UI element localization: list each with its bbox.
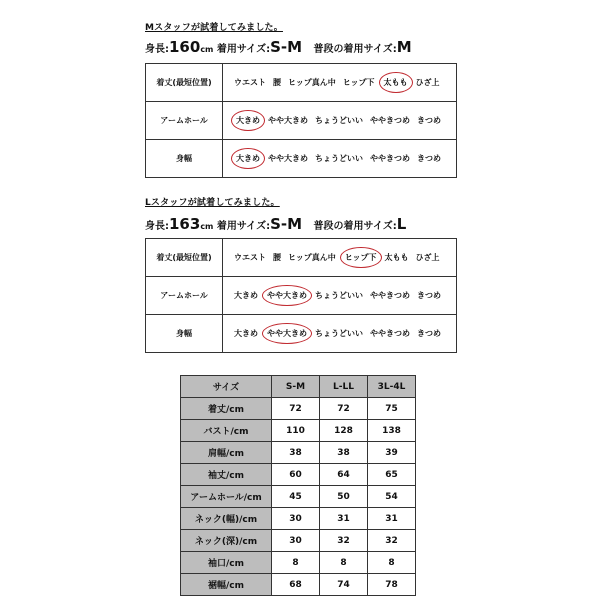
size-cell: 72 (272, 398, 320, 420)
size-cell: 60 (272, 464, 320, 486)
size-cell: 74 (320, 574, 368, 596)
size-row (181, 420, 416, 442)
size-row-label: ネック(幅)/cm (181, 508, 272, 530)
size-table (180, 375, 416, 596)
fit-row (146, 140, 457, 178)
worn-size-value: S-M (270, 38, 303, 56)
fit-options (223, 315, 457, 353)
fit-option: ややきつめ (370, 291, 410, 300)
height-label: 身長: (145, 44, 169, 55)
l-staff-title: Lスタッフが試着してみました。 (145, 198, 280, 208)
fit-row-label: アームホール (146, 102, 223, 140)
fit-option-selected: やや大きめ (262, 323, 312, 344)
size-cell: 30 (272, 530, 320, 552)
fit-option: ややきつめ (370, 329, 410, 338)
fit-option: 大きめ (234, 329, 258, 338)
size-cell: 72 (320, 398, 368, 420)
fit-option: ヒップ真ん中 (288, 253, 336, 262)
height-value: 163 (169, 215, 201, 233)
size-header-row (181, 376, 416, 398)
size-header-cell: サイズ (181, 376, 272, 398)
fit-options (223, 277, 457, 315)
size-cell: 64 (320, 464, 368, 486)
fit-options (223, 64, 457, 102)
size-cell: 38 (272, 442, 320, 464)
fit-option: ちょうどいい (315, 329, 363, 338)
fit-option: きつめ (417, 116, 441, 125)
m-staff-title: Mスタッフが試着してみました。 (145, 23, 283, 33)
fit-options (223, 140, 457, 178)
height-unit: cm (200, 45, 214, 54)
size-cell: 30 (272, 508, 320, 530)
fit-row-label: 着丈(最短位置) (146, 64, 223, 102)
size-cell: 128 (320, 420, 368, 442)
fit-option: ちょうどいい (315, 116, 363, 125)
size-row-label: 裾幅/cm (181, 574, 272, 596)
fit-row-label: 身幅 (146, 315, 223, 353)
fit-option: 大きめ (234, 291, 258, 300)
fit-option-selected: ヒップ下 (340, 247, 382, 268)
fit-option: 腰 (273, 78, 281, 87)
fit-option: 腰 (273, 253, 281, 262)
size-cell: 8 (320, 552, 368, 574)
size-header-cell: S-M (272, 376, 320, 398)
height-value: 160 (169, 38, 201, 56)
fit-option: ヒップ下 (342, 78, 375, 87)
fit-option: きつめ (417, 291, 441, 300)
size-cell: 65 (368, 464, 416, 486)
fit-row-label: アームホール (146, 277, 223, 315)
size-cell: 68 (272, 574, 320, 596)
size-cell: 75 (368, 398, 416, 420)
l-fit-table (145, 238, 457, 353)
size-cell: 8 (368, 552, 416, 574)
fit-row (146, 64, 457, 102)
size-cell: 110 (272, 420, 320, 442)
worn-size-label: 着用サイズ: (216, 221, 271, 232)
fit-option: ちょうどいい (315, 154, 363, 163)
size-cell: 54 (368, 486, 416, 508)
fit-option: やや大きめ (268, 116, 308, 125)
size-row (181, 442, 416, 464)
fit-option-selected: 大きめ (231, 148, 265, 169)
fit-option: ウエスト (234, 78, 266, 87)
height-label: 身長: (145, 221, 169, 232)
size-header-cell: L-LL (320, 376, 368, 398)
size-cell: 8 (272, 552, 320, 574)
fit-row (146, 239, 457, 277)
size-row-label: アームホール/cm (181, 486, 272, 508)
size-cell: 138 (368, 420, 416, 442)
size-row (181, 552, 416, 574)
fit-option-selected: やや大きめ (262, 285, 312, 306)
size-row (181, 574, 416, 596)
fit-row (146, 102, 457, 140)
fit-option-selected: 太もも (379, 72, 413, 93)
fit-row (146, 277, 457, 315)
fit-option: ちょうどいい (315, 291, 363, 300)
m-staff-meta (145, 38, 412, 56)
size-cell: 78 (368, 574, 416, 596)
size-row (181, 530, 416, 552)
fit-option-selected: 大きめ (231, 110, 265, 131)
size-row (181, 464, 416, 486)
size-row-label: 袖口/cm (181, 552, 272, 574)
size-cell: 32 (368, 530, 416, 552)
fit-options (223, 239, 457, 277)
size-row-label: 着丈/cm (181, 398, 272, 420)
fit-option: きつめ (417, 329, 441, 338)
size-cell: 31 (368, 508, 416, 530)
fit-option: きつめ (417, 154, 441, 163)
size-header-cell: 3L-4L (368, 376, 416, 398)
fit-option: ややきつめ (370, 116, 410, 125)
fit-option: 太もも (384, 253, 409, 262)
usual-size-value: M (396, 38, 412, 56)
size-row-label: バスト/cm (181, 420, 272, 442)
size-cell: 45 (272, 486, 320, 508)
size-cell: 50 (320, 486, 368, 508)
fit-option: ひざ上 (415, 253, 440, 262)
worn-size-label: 着用サイズ: (216, 44, 271, 55)
fit-row (146, 315, 457, 353)
height-unit: cm (200, 222, 214, 231)
size-cell: 39 (368, 442, 416, 464)
m-fit-table (145, 63, 457, 178)
size-cell: 38 (320, 442, 368, 464)
fit-row-label: 着丈(最短位置) (146, 239, 223, 277)
fit-row-label: 身幅 (146, 140, 223, 178)
fit-option: ウエスト (234, 253, 266, 262)
usual-size-label: 普段の着用サイズ: (313, 44, 397, 55)
worn-size-value: S-M (270, 215, 303, 233)
usual-size-label: 普段の着用サイズ: (313, 221, 397, 232)
fit-option: ヒップ真ん中 (288, 78, 336, 87)
size-row (181, 398, 416, 420)
usual-size-value: L (396, 215, 407, 233)
size-row (181, 508, 416, 530)
size-row-label: 袖丈/cm (181, 464, 272, 486)
fit-options (223, 102, 457, 140)
size-cell: 31 (320, 508, 368, 530)
size-cell: 32 (320, 530, 368, 552)
size-row-label: 肩幅/cm (181, 442, 272, 464)
size-row (181, 486, 416, 508)
size-row-label: ネック(深)/cm (181, 530, 272, 552)
l-staff-meta (145, 215, 406, 233)
fit-option: ややきつめ (370, 154, 410, 163)
fit-option: やや大きめ (268, 154, 308, 163)
fit-option: ひざ上 (415, 78, 440, 87)
